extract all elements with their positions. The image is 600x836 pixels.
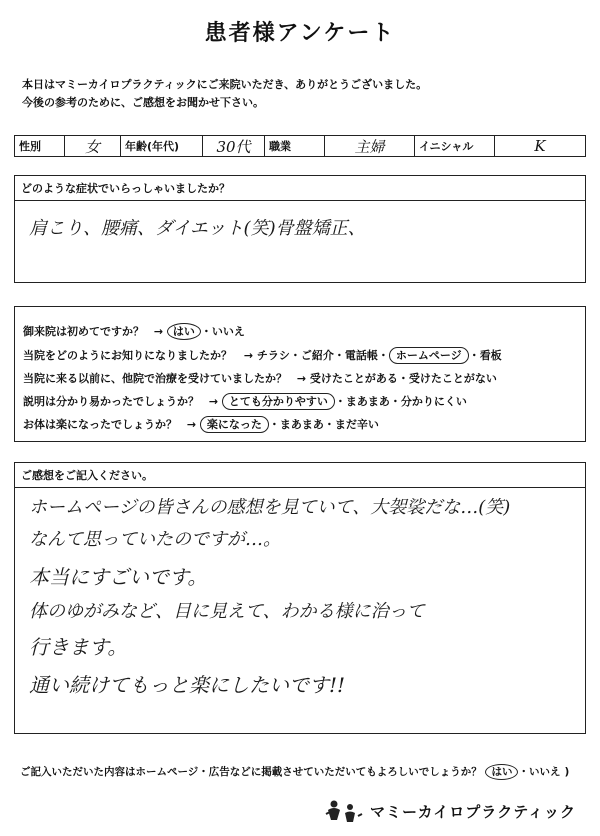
age-value: 30代: [203, 136, 265, 156]
q1-option-no[interactable]: いいえ: [211, 325, 245, 338]
q5-line: [23, 416, 379, 432]
symptoms-answer: 肩こり、腰痛、ダイエット(笑)骨盤矯正、: [29, 218, 366, 239]
q4-option-very-clear[interactable]: とても分かりやすい: [222, 393, 335, 410]
clinic-logo-icon: [324, 796, 364, 826]
comment-line-5: 行きます。: [29, 635, 128, 659]
q5-option-better[interactable]: 楽になった: [200, 416, 269, 433]
q2-option-phonebook[interactable]: 電話帳: [344, 349, 378, 362]
q5-sep-1: ・: [268, 418, 280, 431]
q5-option-still-painful[interactable]: まだ辛い: [334, 418, 379, 431]
gender-value: 女: [65, 136, 121, 156]
q4-option-so-so[interactable]: まあまあ: [345, 395, 390, 408]
consent-sep: ・: [518, 766, 529, 778]
consent-text: ご記入いただいた内容はホームページ・広告などに掲載させていただいてもよろしいでしょうか？: [20, 766, 482, 778]
q4-line: [23, 393, 467, 409]
page-title: 患者様アンケート: [204, 21, 396, 46]
intro-line-2: 今後の参考のために、ご感想をお聞かせ下さい。: [22, 96, 264, 109]
comment-line-3: 本当にすごいです。: [29, 565, 208, 589]
comment-line-4: 体のゆがみなど、目に見えて、わかる様に治って: [29, 601, 425, 622]
q4-text: 説明は分かり易かったでしょうか？: [23, 395, 199, 408]
clinic-logo-text: マミーカイロプラクティック: [369, 802, 576, 821]
q1-line: [23, 323, 245, 339]
q4-sep-1: ・: [334, 395, 346, 408]
clinic-logo: [324, 796, 576, 826]
q2-option-signboard[interactable]: 看板: [479, 349, 502, 362]
comment-line-1: ホームページの皆さんの感想を見ていて、大袈裟だな…(笑): [29, 497, 511, 518]
q2-line: [23, 347, 502, 363]
age-label: 年齢(年代): [121, 136, 203, 156]
q2-sep-2: ・: [333, 349, 345, 362]
q2-sep-3: ・: [377, 349, 389, 362]
q5-option-so-so[interactable]: まあまあ: [279, 418, 324, 431]
consent-option-yes[interactable]: はい: [485, 764, 518, 780]
consent-line: [20, 764, 569, 779]
q4-option-unclear[interactable]: 分かりにくい: [400, 395, 467, 408]
q5-text: お体は楽になったでしょうか？: [23, 418, 177, 431]
q1-option-yes[interactable]: はい: [167, 323, 201, 340]
comments-box: [14, 462, 586, 734]
q2-arrow: →: [243, 349, 254, 362]
consent-close-paren: ): [564, 766, 570, 778]
q1-arrow: →: [153, 325, 164, 338]
q3-sep: ・: [397, 372, 409, 385]
q1-sep: ・: [200, 325, 212, 338]
q3-option-no[interactable]: 受けたことがない: [408, 372, 497, 385]
q2-option-referral[interactable]: ご紹介: [300, 349, 334, 362]
comment-line-2: なんて思っていたのですが…。: [29, 529, 281, 550]
q2-text: 当院をどのようにお知りになりましたか？: [23, 349, 232, 362]
q2-sep-4: ・: [468, 349, 480, 362]
q4-arrow: →: [208, 395, 219, 408]
gender-label: 性別: [15, 136, 65, 156]
job-value: 主婦: [325, 136, 415, 156]
job-label: 職業: [265, 136, 325, 156]
consent-option-no[interactable]: いいえ: [528, 766, 561, 778]
q2-sep-1: ・: [289, 349, 301, 362]
q3-option-yes[interactable]: 受けたことがある: [309, 372, 398, 385]
q3-line: [23, 370, 497, 386]
intro-line-1: 本日はマミーカイロプラクティックにご来院いただき、ありがとうございました。: [22, 78, 428, 91]
info-row: [14, 135, 586, 157]
comment-line-6: 通い続けてもっと楽にしたいです!!: [29, 673, 346, 697]
questions-box: [14, 306, 586, 442]
q2-option-flyer[interactable]: チラシ: [256, 349, 290, 362]
symptoms-question: どのような症状でいらっしゃいましたか？: [15, 176, 585, 201]
q4-sep-2: ・: [389, 395, 401, 408]
q3-text: 当院に来る以前に、他院で治療を受けていましたか？: [23, 372, 287, 385]
q5-arrow: →: [186, 418, 197, 431]
symptoms-box: [14, 175, 586, 283]
initial-value: K: [534, 137, 546, 155]
q1-text: 御来院は初めてですか？: [23, 325, 144, 338]
initial-label: イニシャル: [415, 136, 495, 156]
comments-header: ご感想をご記入ください。: [15, 463, 585, 488]
q5-sep-2: ・: [323, 418, 335, 431]
q3-arrow: →: [296, 372, 307, 385]
q2-option-homepage[interactable]: ホームページ: [389, 347, 469, 364]
